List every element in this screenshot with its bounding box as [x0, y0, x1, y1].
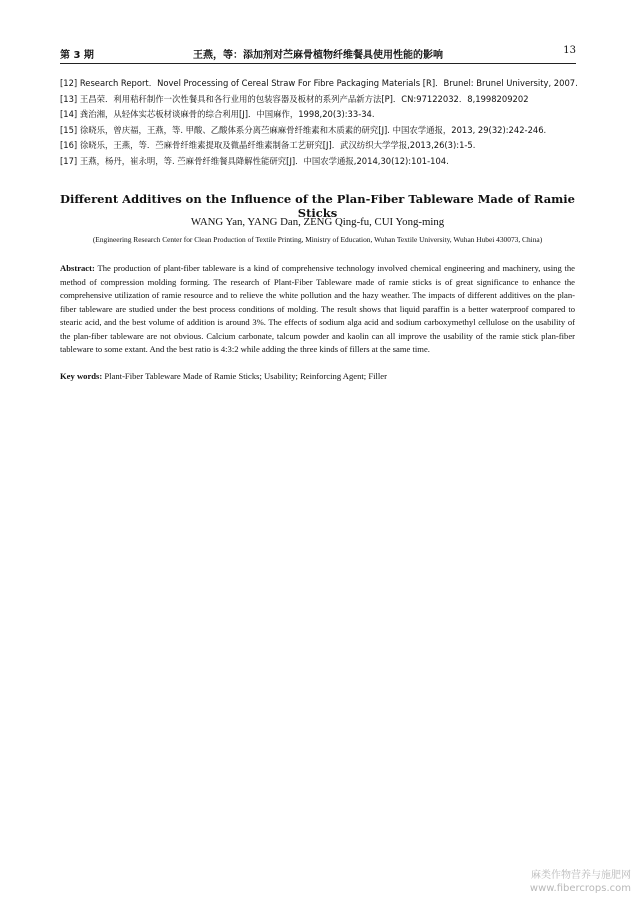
abstract — [60, 262, 575, 357]
paper-authors: WANG Yan, YANG Dan, ZENG Qing-fu, CUI Yong-ming — [190, 216, 445, 228]
reference-list — [60, 76, 580, 169]
reference-item: [15] 徐晓乐，曾庆福，王燕，等. 甲酸、乙酸体系分离苎麻麻骨纤维素和木质素的研究[J]. 中国农学通报，2013, 29(32):242-246. — [60, 124, 547, 135]
watermark-line-url: www.fibercrops.com — [529, 883, 631, 894]
abstract-label: Abstract: — [60, 263, 95, 273]
reference-item: [17] 王燕，杨丹，崔永明，等. 苎麻骨纤维餐具降解性能研究[J]．中国农学通报,2014,30(12):101-104. — [60, 155, 449, 166]
site-watermark — [530, 869, 631, 895]
reference-item: [13] 王昌荣．利用秸秆制作一次性餐具和各行业用的包装容器及板材的系列产品新方法[P]．CN:97122032．8,1998209202 — [60, 93, 529, 104]
keywords-label: Key words: — [60, 371, 103, 381]
keywords — [60, 371, 575, 381]
paper-title: Different Additives on the Influence of the Plan-Fiber Tableware Made of Ramie Sticks — [60, 192, 575, 220]
header-rule — [60, 63, 576, 64]
page-number: 13 — [563, 45, 576, 56]
abstract-text: The production of plant-fiber tableware is a kind of comprehensive technology involved chemical engineering and machinery, using the method of compression molding forming. The research of Plant-Fiber Tableware made of ramie sticks is of great significance to enhance the comprehensive utilization of ramie resource and to relieve the white pollution and the hazy weather. The impacts of different additives on the plan-fiber tableware are studied under the best process conditions of molding. The result shows that liquid paraffin is a better waterproof compared to stearic acid, and the best volume of addition is around 3%. The effects of sodium alga acid and sodium carboxymethyl cellulose on the usability of the plan-fiber tableware are not obvious. Calcium carbonate, talcum powder and kaolin can all improve the usability of the ramie stick plan-fiber tableware to some extant. And the best ratio is 4:3:2 while adding the three kinds of fillers at the same time. — [60, 263, 575, 354]
keywords-text: Plant-Fiber Tableware Made of Ramie Sticks; Usability; Reinforcing Agent; Filler — [104, 371, 387, 381]
reference-item: [16] 徐晓乐，王燕，等．苎麻骨纤维素提取及微晶纤维素制备工艺研究[J]．武汉纺织大学学报,2013,26(3):1-5. — [60, 140, 476, 150]
reference-item: [12] Research Report．Novel Processing of Cereal Straw For Fibre Packaging Materials [R]．Brunel: Brunel University, 2007. — [60, 78, 578, 88]
issue-number: 第 3 期 — [60, 50, 94, 61]
watermark-line-cn: 麻类作物营养与施肥网 — [531, 870, 631, 881]
paper-affiliation: (Engineering Research Center for Clean Production of Textile Printing, Ministry of Education, Wuhan Textile University, Wuhan Hubei 430073, China) — [92, 235, 543, 244]
reference-item: [14] 龚治湘，从轻体实芯板材谈麻骨的综合利用[J]．中国麻作，1998,20(3):33-34. — [60, 109, 375, 119]
running-header — [60, 44, 576, 62]
running-title: 王燕，等：添加剂对苎麻骨植物纤维餐具使用性能的影响 — [193, 50, 443, 61]
